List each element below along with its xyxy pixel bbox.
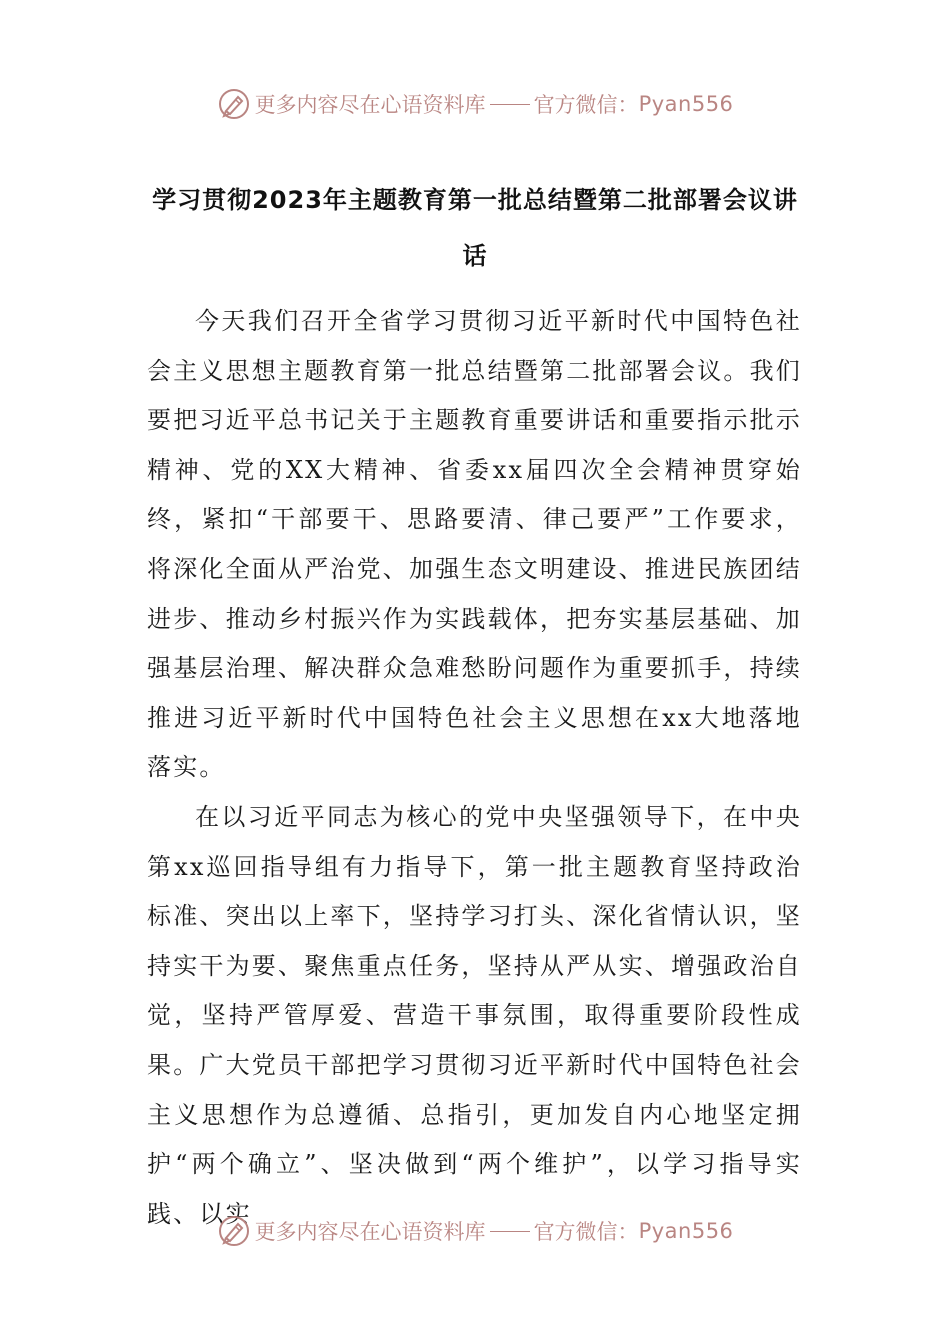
watermark-label: 官方微信： [533, 1220, 639, 1244]
pen-nib-logo-icon [217, 87, 251, 121]
footer-watermark [0, 1211, 950, 1251]
body-paragraph-1: 今天我们召开全省学习贯彻习近平新时代中国特色社会主义思想主题教育第一批总结暨第二批部署会议。我们要把习近平总书记关于主题教育重要讲话和重要指示批示精神、党的XX大精神、省委xx届四次全会精神贯穿始终，紧扣“干部要干、思路要清、律己要严”工作要求，将深化全面从严治党、加强生态文明建设、推进民族团结进步、推动乡村振兴作为实践载体，把夯实基层基础、加强基层治理、解决群众急难愁盼问题作为重要抓手，持续推进习近平新时代中国特色社会主义思想在xx大地落地落实。 [147, 307, 802, 782]
pen-nib-logo-icon [217, 1214, 251, 1248]
watermark-text: 更多内容尽在心语资料库 [254, 1220, 486, 1244]
watermark-divider [490, 1231, 530, 1232]
watermark-text: 更多内容尽在心语资料库 [254, 93, 486, 117]
document-title: 学习贯彻2023年主题教育第一批总结暨第二批部署会议讲话 [152, 186, 798, 270]
watermark-handle: Pyan556 [638, 92, 734, 116]
watermark-handle: Pyan556 [638, 1219, 734, 1243]
header-watermark [0, 84, 950, 124]
body-paragraph-2: 在以习近平同志为核心的党中央坚强领导下，在中央第xx巡回指导组有力指导下，第一批主题教育坚持政治标准、突出以上率下，坚持学习打头、深化省情认识，坚持实干为要、聚焦重点任务，坚持从严从实、增强政治自觉，坚持严管厚爱、营造干事氛围，取得重要阶段性成果。广大党员干部把学习贯彻习近平新时代中国特色社会主义思想作为总遵循、总指引，更加发自内心地坚定拥护“两个确立”、坚决做到“两个维护”，以学习指导实践、以实 [147, 802, 802, 1228]
watermark-divider [490, 104, 530, 105]
watermark-label: 官方微信： [533, 93, 639, 117]
document-body [147, 297, 802, 1239]
